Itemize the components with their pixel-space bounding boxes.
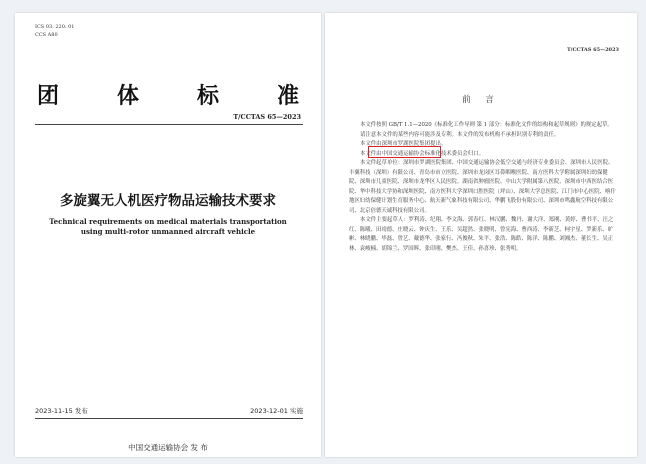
foreword-paragraph: 本文件起草单位：深圳市罗湖医院集团、中国交通运输协会低空交通与经济专业委员会、深圳市人民医院、丰翼科技（深圳）有限公司、青岛市市立医院、深圳市龙岗区耳鼻咽喉医院、南方医科大学附属深圳妇幼保健院、深圳市儿童医院、深圳市龙华区人民医院、湖南省肿瘤医院、中山大学附属第八医院、深圳市中西医结合医院、华中科技大学协和深圳医院、南方医科大学深圳口腔医院（坪山）、深圳大学总医院、江门市中心医院、喀什地区妇幼保健计划生育服务中心、航天新气象科技有限公司、华鹏飞股份有限公司、深圳市鸣鑫航空科技有限公司、北京倍德天诚科技有限公司。 [349,160,616,214]
ccs-code: CCS A80 [35,32,58,38]
english-title [15,217,321,237]
title-char: 标 [196,84,219,109]
foreword-paragraph: 请注意本文件的某些内容可能涉及专利。本文件的发布机构不承担识别专利的责任。 [360,131,560,138]
foreword-paragraph: 本文件按照 GB/T 1.1—2020《标准化工作导则 第 1 部分：标准化文件的结构和起草规则》的规定起草。 [360,122,613,128]
foreword-paragraph: 本文件由中国交通运输协会标准化技术委员会归口。 [360,150,484,157]
publisher: 中国交通运输协会 发 布 [128,443,208,452]
title-char: 准 [276,84,299,109]
foreword-standard-number: T/CCTAS 65—2023 [566,47,619,53]
english-title-line: Technical requirements on medical materials transportation [49,217,287,226]
ics-code: ICS 03. 220. 01 [35,24,75,30]
header-divider [35,124,303,125]
foreword-body [349,121,617,254]
foreword-paragraph: 本文件由深圳市罗湖医院集团提出。 [360,141,447,147]
highlight-annotation [368,146,441,158]
foreword-paragraph: 本文件主要起草人：罗利涛、纪翔、李文海、郭春红、林汉鹏、魏丹、谢大洋、郑刚、黄婷、曹书平、汪之红、陈曦、田靖德、庄晓云、钟庆生、王乐、吴超然、张晓明、曾宪海、曹西涛、李新芝、柯宇星、罗新乐、旷彬、林晓鹏、毕磊、曾艺、戴德华、张家行、冯俊秋、朱平、张浩、陈皓、陈洋、陈鹏、刘湘杰、董长生、吴正林、袁峻楠、胡锦兰、罗国辉、张印刚、樊杰、王佳、孙喜珍、张秀明。 [349,217,614,252]
standard-type-title [37,79,299,110]
foreword-page [325,13,637,457]
chinese-title: 多旋翼无人机医疗物品运输技术要求 [60,193,276,209]
cover-page [15,13,321,457]
foreword-title: 前 言 [462,95,500,105]
english-title-line: using multi-rotor unmanned aircraft vehicle [80,227,256,236]
title-char: 团 [37,84,60,109]
footer-divider [35,418,303,419]
standard-number: T/CCTAS 65—2023 [233,113,301,121]
implement-date: 2023-12-01 实施 [250,407,303,415]
release-date: 2023-11-15 发布 [35,407,88,415]
title-char: 体 [116,84,139,109]
